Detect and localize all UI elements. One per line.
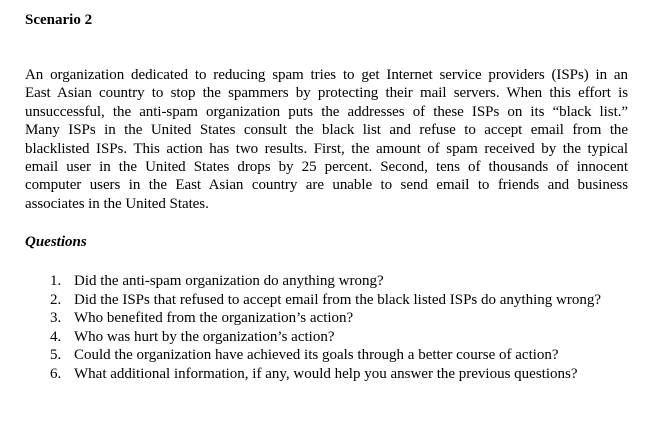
question-number: 6. bbox=[50, 365, 62, 382]
question-text: Who benefited from the organization’s action? bbox=[74, 310, 354, 326]
paragraph-line: An organization dedicated to reducing spam tries to get Internet service providers (ISPs) in an bbox=[25, 67, 628, 83]
scenario-title: Scenario 2 bbox=[25, 12, 93, 28]
paragraph-line: Many ISPs in the United States consult the black list and refuse to accept email from the bbox=[25, 122, 628, 139]
question-item bbox=[50, 346, 601, 365]
question-item bbox=[50, 365, 601, 384]
question-number: 5. bbox=[50, 347, 62, 363]
question-item bbox=[50, 309, 601, 328]
question-text: What additional information, if any, would help you answer the previous questions? bbox=[74, 365, 578, 382]
question-text: Did the anti-spam organization do anything wrong? bbox=[74, 273, 384, 289]
question-text: Did the ISPs that refused to accept email from the black listed ISPs do anything wrong? bbox=[74, 291, 601, 308]
question-item bbox=[50, 291, 601, 310]
paragraph-line: computer users in the East Asian country are unable to send email to friends and business bbox=[25, 177, 628, 194]
paragraph-line: email user in the United States drops by 25 percent. Second, tens of thousands of innocent bbox=[25, 159, 628, 176]
questions-list bbox=[50, 272, 601, 383]
paragraph-line: East Asian country to stop the spammers by protecting their mail servers. When this effort is bbox=[25, 85, 628, 102]
question-number: 1. bbox=[50, 273, 62, 289]
paragraph-line: associates in the United States. bbox=[25, 195, 209, 212]
questions-heading: Questions bbox=[25, 234, 87, 250]
paragraph-line: unsuccessful, the anti-spam organization puts the addresses of these ISPs on its “black list.” bbox=[25, 103, 628, 120]
question-number: 3. bbox=[50, 310, 62, 326]
question-item bbox=[50, 328, 601, 347]
paragraph-line: blacklisted ISPs. This action has two results. First, the amount of spam received by the typical bbox=[25, 140, 628, 157]
question-number: 2. bbox=[50, 291, 62, 308]
question-text: Could the organization have achieved its goals through a better course of action? bbox=[74, 347, 559, 363]
question-text: Who was hurt by the organization’s action? bbox=[74, 328, 335, 345]
scenario-paragraph bbox=[25, 66, 628, 213]
question-number: 4. bbox=[50, 328, 62, 345]
question-item bbox=[50, 272, 601, 291]
